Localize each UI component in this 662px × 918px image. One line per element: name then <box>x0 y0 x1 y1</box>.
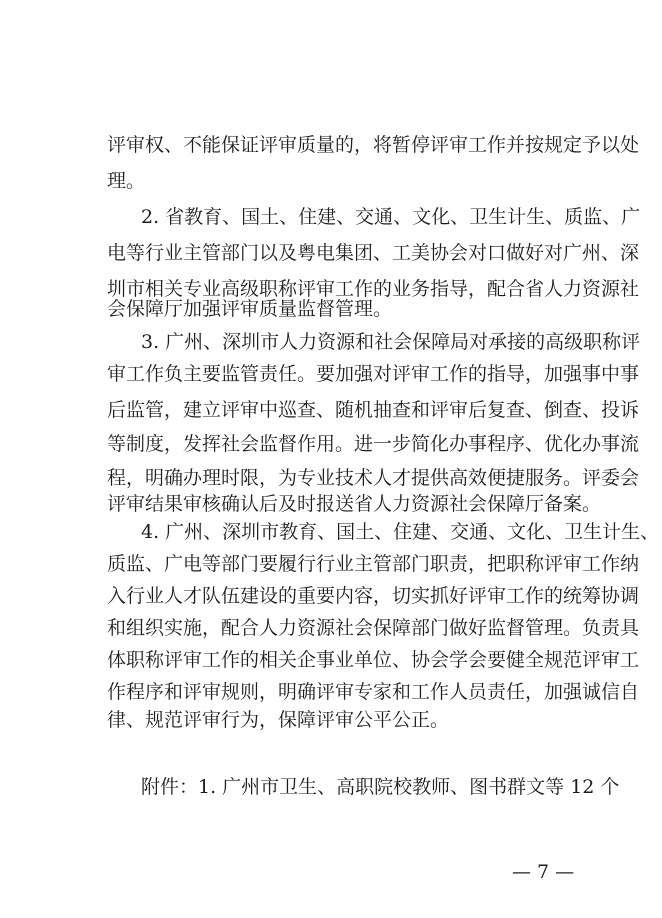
text-line: 后监管，建立评审中巡查、随机抽查和评审后复查、倒查、投诉 <box>107 399 640 421</box>
attachment-line: 附件：1. 广州市卫生、高职院校教师、图书群文等 12 个 <box>141 776 620 798</box>
text-line: 作程序和评审规则，明确评审专家和工作人员责任，加强诚信自 <box>107 681 640 703</box>
text-line: 和组织实施，配合人力资源社会保障部门做好监督管理。负责具 <box>107 617 640 639</box>
text-line: 入行业人才队伍建设的重要内容，切实抓好评审工作的统筹协调 <box>107 585 640 607</box>
text-line: 4. 广州、深圳市教育、国土、住建、交通、文化、卫生计生、 <box>141 521 660 543</box>
text-line: 等制度，发挥社会监督作用。进一步简化办事程序、优化办事流 <box>107 433 640 455</box>
text-line: 体职称评审工作的相关企事业单位、协会学会要健全规范评审工 <box>107 649 640 671</box>
text-line: 评审权、不能保证评审质量的，将暂停评审工作并按规定予以处 <box>107 134 640 156</box>
text-line: 程，明确办理时限，为专业技术人才提供高效便捷服务。评委会 <box>107 467 640 489</box>
text-line: 理。 <box>107 170 146 192</box>
page-number: — 7 — <box>512 861 575 883</box>
text-line: 评审结果审核确认后及时报送省人力资源社会保障厅备案。 <box>107 493 602 515</box>
text-line: 电等行业主管部门以及粤电集团、工美协会对口做好对广州、深 <box>107 242 640 264</box>
text-line: 3. 广州、深圳市人力资源和社会保障局对承接的高级职称评 <box>141 331 641 353</box>
text-line: 审工作负主要监管责任。要加强对评审工作的指导，加强事中事 <box>107 363 640 385</box>
text-line: 会保障厅加强评审质量监督管理。 <box>107 298 393 320</box>
text-line: 2. 省教育、国土、住建、交通、文化、卫生计生、质监、广 <box>141 206 641 228</box>
text-line: 律、规范评审行为，保障评审公平公正。 <box>107 709 450 731</box>
text-line: 质监、广电等部门要履行行业主管部门职责，把职称评审工作纳 <box>107 553 640 575</box>
text-line: 圳市相关专业高级职称评审工作的业务指导，配合省人力资源社 <box>107 278 640 300</box>
